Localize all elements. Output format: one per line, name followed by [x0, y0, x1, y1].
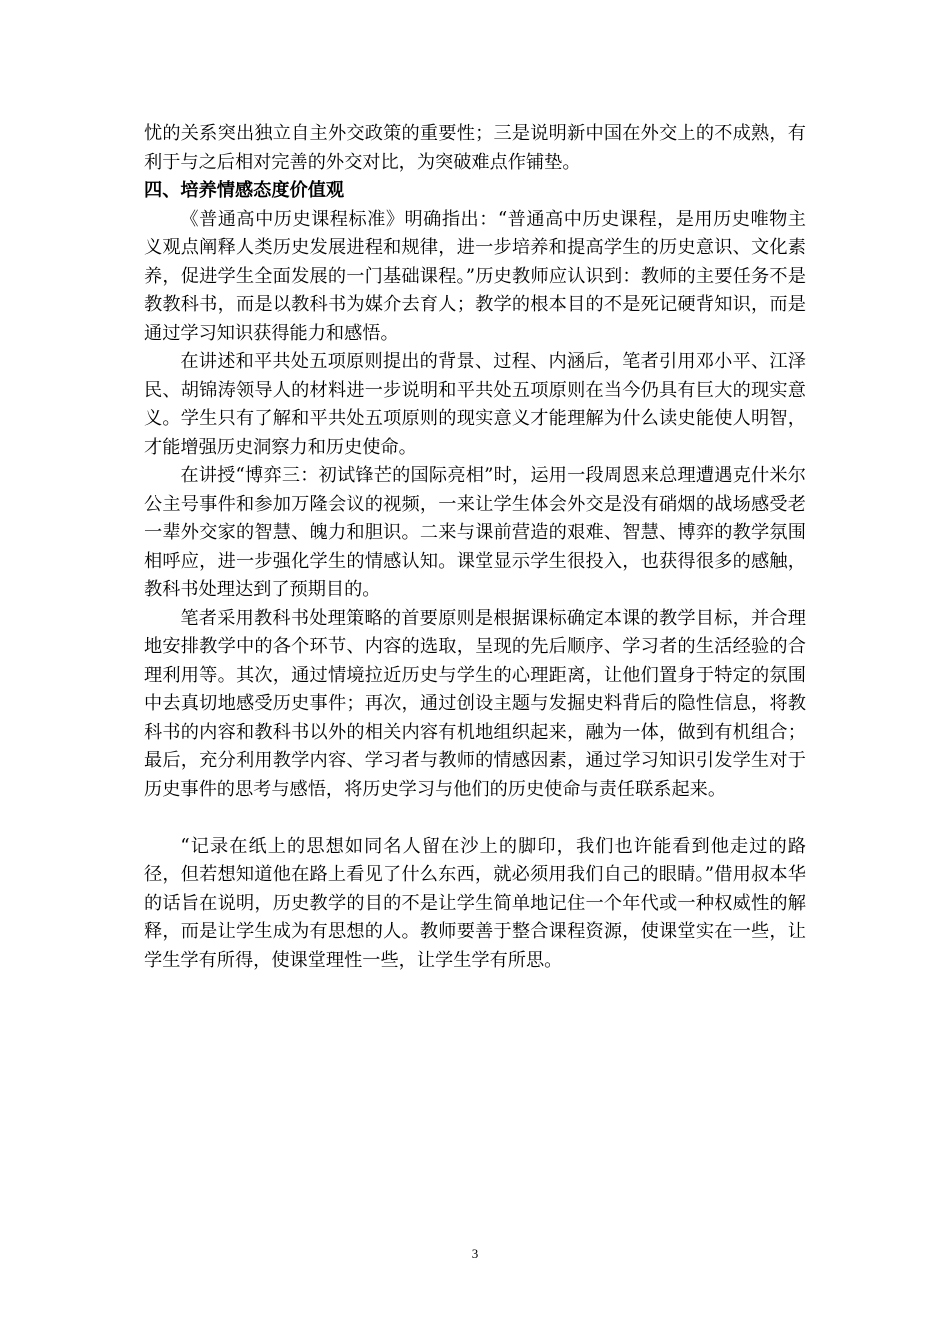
paragraph-strategy: 笔者采用教科书处理策略的首要原则是根据课标确定本课的教学目标，并合理地安排教学中的各个环节、内容的选取，呈现的先后顺序、学习者的生活经验的合理利用等。其次，通过情境拉近历史与学生的心理距离，让他们置身于特定的氛围中去真切地感受历史事件；再次，通过创设主题与发掘史料背后的隐性信息，将教科书的内容和教科书以外的相关内容有机地组织起来，融为一体，做到有机组合；最后，充分利用教学内容、学习者与教师的情感因素，通过学习知识引发学生对于历史事件的思考与感悟，将历史学习与他们的历史使命与责任联系起来。: [144, 607, 806, 800]
page-number: 3: [471, 1246, 479, 1261]
paragraph-game-three: 在讲授“博弈三：初试锋芒的国际亮相”时，运用一段周恩来总理遭遇克什米尔公主号事件和参加万隆会议的视频，一来让学生体会外交是没有硝烟的战场感受老一辈外交家的智慧、魄力和胆识。二来与课前营造的艰难、智慧、博弈的教学氛围相呼应，进一步强化学生的情感认知。课堂显示学生很投入，也获得很多的感触，教科书处理达到了预期目的。: [144, 465, 806, 600]
paragraph-conclusion-quote: “记录在纸上的思想如同名人留在沙上的脚印，我们也许能看到他走过的路径，但若想知道他在路上看见了什么东西，就必须用我们自己的眼睛。”借用叔本华的话旨在说明，历史教学的目的不是让学生简单地记住一个年代或一种权威性的解释，而是让学生成为有思想的人。教师要善于整合课程资源，使课堂实在一些，让学生学有所得，使课堂理性一些，让学生学有所思。: [144, 835, 806, 971]
document-page: [144, 120, 806, 975]
paragraph-continuation: 忧的关系突出独立自主外交政策的重要性；三是说明新中国在外交上的不成熟，有利于与之后相对完善的外交对比，为突破难点作铺垫。: [144, 123, 806, 173]
section-heading: 四、培养情感态度价值观: [144, 180, 345, 201]
blank-line: [144, 804, 806, 833]
paragraph-five-principles: 在讲述和平共处五项原则提出的背景、过程、内涵后，笔者引用邓小平、江泽民、胡锦涛领导人的材料进一步说明和平共处五项原则在当今仍具有巨大的现实意义。学生只有了解和平共处五项原则的现实意义才能理解为什么读史能使人明智，才能增强历史洞察力和历史使命。: [144, 351, 806, 458]
paragraph-curriculum-standard: 《普通高中历史课程标准》明确指出：“普通高中历史课程，是用历史唯物主义观点阐释人类历史发展进程和规律，进一步培养和提高学生的历史意识、文化素养，促进学生全面发展的一门基础课程。”历史教师应认识到：教师的主要任务不是教教科书，而是以教科书为媒介去育人；教学的根本目的不是死记硬背知识，而是通过学习知识获得能力和感悟。: [144, 208, 806, 344]
